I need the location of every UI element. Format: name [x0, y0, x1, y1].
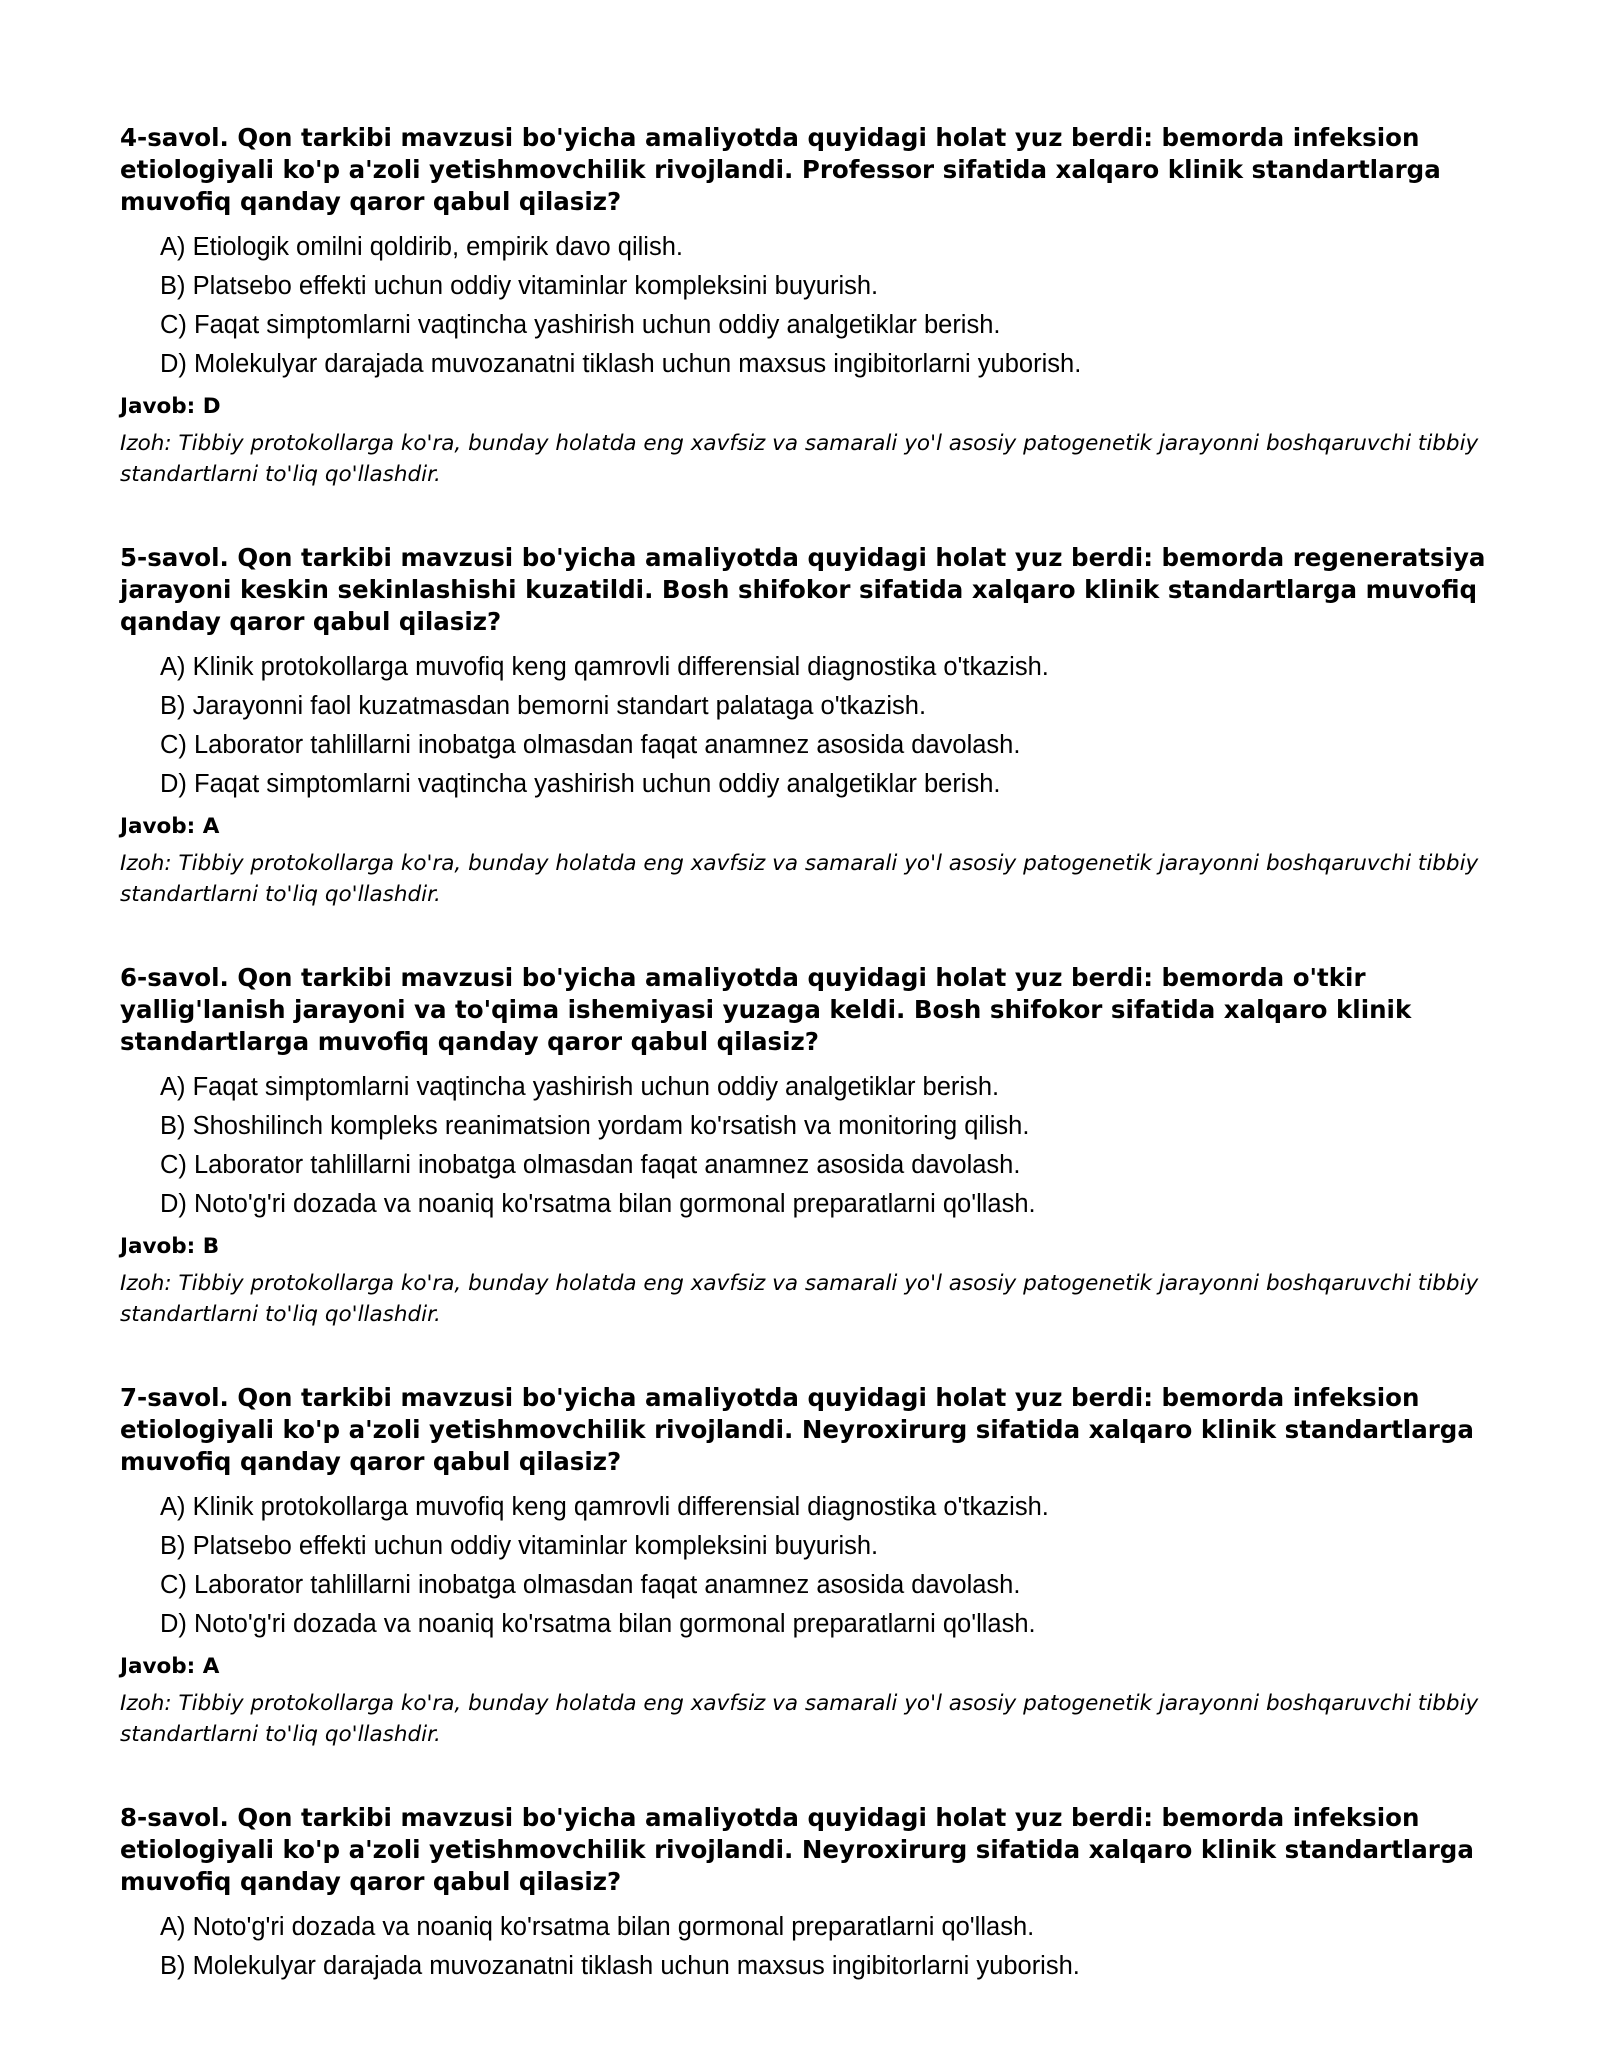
answer-label: Javob: D	[120, 394, 221, 419]
question-title: 5-savol. Qon tarkibi mavzusi bo'yicha amaliyotda quyidagi holat yuz berdi: bemorda regeneratsiya jarayoni keskin sekinlashishi kuzatildi. Bosh shifokor sifatida xalqaro klinik standartlarga muvofiq qanday qaror qabul qilasiz?	[120, 543, 1486, 636]
question-title: 4-savol. Qon tarkibi mavzusi bo'yicha amaliyotda quyidagi holat yuz berdi: bemorda infeksion etiologiyali ko'p a'zoli yetishmovchilik rivojlandi. Professor sifatida xalqaro klinik standartlarga muvofiq qanday qaror qabul qilasiz?	[120, 123, 1441, 216]
answer-label: Javob: A	[120, 1654, 220, 1679]
answer-label: Javob: B	[120, 1234, 220, 1259]
option-c: C) Faqat simptomlarni vaqtincha yashirish uchun oddiy analgetiklar berish.	[160, 311, 1001, 339]
option-list	[120, 228, 1490, 384]
question-block	[120, 542, 1490, 910]
option-b: B) Platsebo effekti uchun oddiy vitaminlar kompleksini buyurish.	[160, 1532, 879, 1560]
option-d: D) Noto'g'ri dozada va noaniq ko'rsatma bilan gormonal preparatlarni qo'llash.	[160, 1610, 1036, 1638]
option-list	[120, 1488, 1490, 1644]
question-block	[120, 122, 1490, 490]
question-block	[120, 962, 1490, 1330]
option-a: A) Etiologik omilni qoldirib, empirik davo qilish.	[160, 233, 683, 261]
explanation-note: Izoh: Tibbiy protokollarga ko'ra, bunday holatda eng xavfsiz va samarali yo'l asosiy patogenetik jarayonni boshqaruvchi tibbiy standartlarni to'liq qo'llashdir.	[120, 1691, 1479, 1747]
option-b: B) Platsebo effekti uchun oddiy vitaminlar kompleksini buyurish.	[160, 272, 879, 300]
option-c: C) Laborator tahlillarni inobatga olmasdan faqat anamnez asosida davolash.	[160, 731, 1021, 759]
option-d: D) Molekulyar darajada muvozanatni tiklash uchun maxsus ingibitorlarni yuborish.	[160, 350, 1082, 378]
option-b: B) Molekulyar darajada muvozanatni tiklash uchun maxsus ingibitorlarni yuborish.	[160, 1952, 1080, 1980]
option-a: A) Klinik protokollarga muvofiq keng qamrovli differensial diagnostika o'tkazish.	[160, 653, 1049, 681]
option-list	[120, 1908, 1490, 1986]
explanation-note: Izoh: Tibbiy protokollarga ko'ra, bunday holatda eng xavfsiz va samarali yo'l asosiy patogenetik jarayonni boshqaruvchi tibbiy standartlarni to'liq qo'llashdir.	[120, 851, 1479, 907]
question-block	[120, 1382, 1490, 1750]
option-list	[120, 1068, 1490, 1224]
explanation-note: Izoh: Tibbiy protokollarga ko'ra, bunday holatda eng xavfsiz va samarali yo'l asosiy patogenetik jarayonni boshqaruvchi tibbiy standartlarni to'liq qo'llashdir.	[120, 431, 1479, 487]
option-a: A) Faqat simptomlarni vaqtincha yashirish uchun oddiy analgetiklar berish.	[160, 1073, 1000, 1101]
option-d: D) Faqat simptomlarni vaqtincha yashirish uchun oddiy analgetiklar berish.	[160, 770, 1001, 798]
explanation-note: Izoh: Tibbiy protokollarga ko'ra, bunday holatda eng xavfsiz va samarali yo'l asosiy patogenetik jarayonni boshqaruvchi tibbiy standartlarni to'liq qo'llashdir.	[120, 1271, 1479, 1327]
option-a: A) Noto'g'ri dozada va noaniq ko'rsatma bilan gormonal preparatlarni qo'llash.	[160, 1913, 1035, 1941]
answer-label: Javob: A	[120, 814, 220, 839]
option-c: C) Laborator tahlillarni inobatga olmasdan faqat anamnez asosida davolash.	[160, 1151, 1021, 1179]
question-block	[120, 1802, 1490, 1986]
question-title: 7-savol. Qon tarkibi mavzusi bo'yicha amaliyotda quyidagi holat yuz berdi: bemorda infeksion etiologiyali ko'p a'zoli yetishmovchilik rivojlandi. Neyroxirurg sifatida xalqaro klinik standartlarga muvofiq qanday qaror qabul qilasiz?	[120, 1383, 1474, 1476]
option-a: A) Klinik protokollarga muvofiq keng qamrovli differensial diagnostika o'tkazish.	[160, 1493, 1049, 1521]
option-list	[120, 648, 1490, 804]
option-d: D) Noto'g'ri dozada va noaniq ko'rsatma bilan gormonal preparatlarni qo'llash.	[160, 1190, 1036, 1218]
option-b: B) Jarayonni faol kuzatmasdan bemorni standart palataga o'tkazish.	[160, 692, 927, 720]
document-page	[120, 122, 1490, 2038]
question-title: 8-savol. Qon tarkibi mavzusi bo'yicha amaliyotda quyidagi holat yuz berdi: bemorda infeksion etiologiyali ko'p a'zoli yetishmovchilik rivojlandi. Neyroxirurg sifatida xalqaro klinik standartlarga muvofiq qanday qaror qabul qilasiz?	[120, 1803, 1474, 1896]
option-c: C) Laborator tahlillarni inobatga olmasdan faqat anamnez asosida davolash.	[160, 1571, 1021, 1599]
question-title: 6-savol. Qon tarkibi mavzusi bo'yicha amaliyotda quyidagi holat yuz berdi: bemorda o'tkir yallig'lanish jarayoni va to'qima ishemiyasi yuzaga keldi. Bosh shifokor sifatida xalqaro klinik standartlarga muvofiq qanday qaror qabul qilasiz?	[120, 963, 1412, 1056]
option-b: B) Shoshilinch kompleks reanimatsion yordam ko'rsatish va monitoring qilish.	[160, 1112, 1030, 1140]
